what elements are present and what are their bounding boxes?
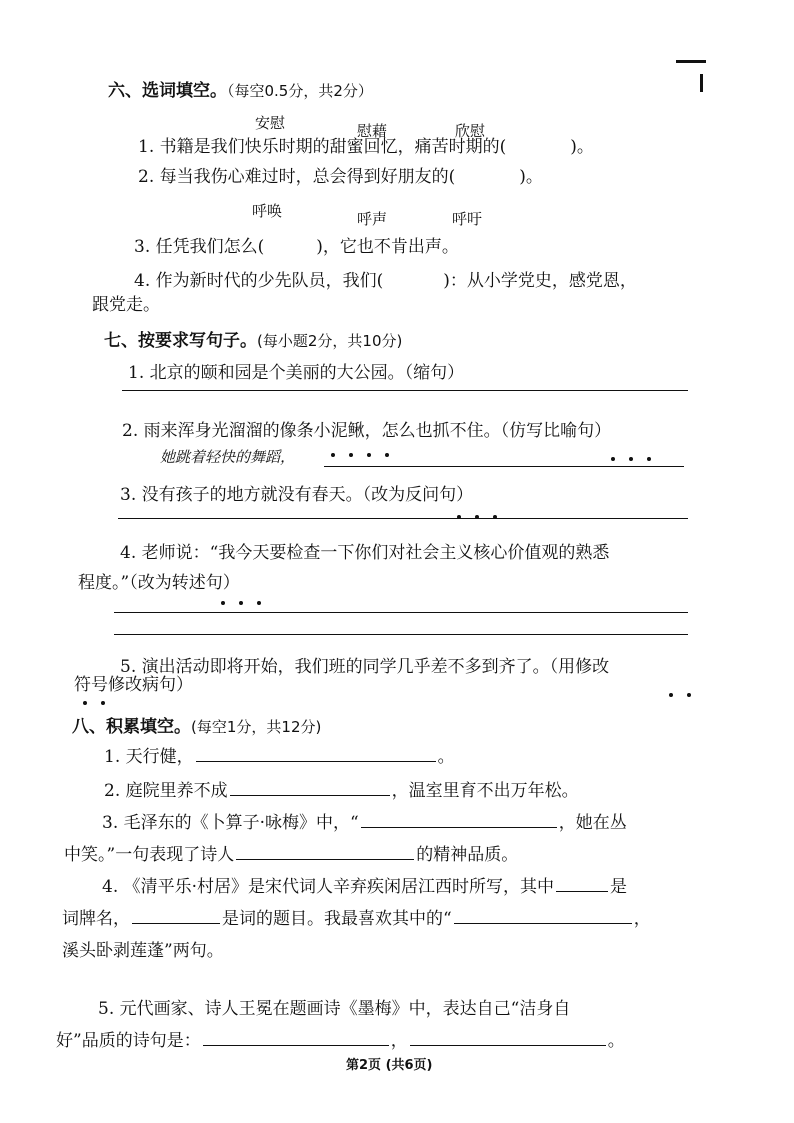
question: 2. 每当我伤心难过时，总会得到好朋友的( )。 [138,167,543,187]
word-choice: 呼声 [357,210,388,228]
question-continuation: 溪头卧剥莲蓬”两句。 [62,941,224,961]
answer-line[interactable] [114,634,688,635]
section-points: （每空0.5分，共2分） [227,82,373,100]
emphasis-dots [450,504,504,523]
question: 4. 作为新时代的少先队员，我们( )：从小学党史，感党恩， [134,271,637,291]
question: 1. 北京的颐和园是个美丽的大公园。（缩句） [128,363,465,383]
question: 4. 《清平乐·村居》是宋代词人辛弃疾闲居江西时所写，其中 是 [102,872,627,897]
section-points: (每小题2分，共10分) [257,332,403,350]
answer-line[interactable] [114,612,688,613]
question-continuation: 词牌名， 是词的题目。我最喜欢其中的“ ， [62,904,651,929]
question: 2. 庭院里养不成 ，温室里育不出万年松。 [104,776,579,801]
page-number: 第2页 (共6页) [346,1058,433,1073]
answer-blank[interactable] [132,906,220,924]
word-choice: 呼吁 [452,210,483,228]
question: 3. 毛泽东的《卜算子·咏梅》中，“ ，她在丛 [102,808,627,833]
section-points: (每空1分，共12分) [191,718,322,736]
example-sentence: 她跳着轻快的舞蹈， [160,448,296,466]
scan-edge-mark [676,60,706,63]
question-continuation: 好”品质的诗句是： ， 。 [56,1026,625,1051]
question-continuation: 跟党走。 [92,295,160,315]
answer-line[interactable] [118,518,688,519]
answer-blank[interactable] [556,874,608,892]
section-7-heading [104,326,402,351]
emphasis-dots [604,446,658,465]
word-choice: 呼唤 [252,202,283,220]
emphasis-dots [214,590,268,609]
answer-blank[interactable] [230,778,390,796]
section-8-heading [72,712,321,737]
word-choice: 安慰 [255,114,286,132]
question: 2. 雨来浑身光溜溜的像条小泥鳅，怎么也抓不住。（仿写比喻句） [122,421,612,441]
question-continuation: 中笑。”一句表现了诗人 的精神品质。 [64,840,518,865]
section-title: 八、积累填空。 [72,717,191,737]
answer-blank[interactable] [361,810,557,828]
answer-blank[interactable] [454,906,632,924]
answer-blank[interactable] [410,1028,606,1046]
answer-line[interactable] [324,466,684,467]
word-choice: 欣慰 [455,122,486,140]
emphasis-dots [662,682,698,701]
emphasis-dots [76,690,112,709]
scan-edge-mark [700,74,703,92]
answer-line[interactable] [122,390,688,391]
question: 1. 天行健， 。 [104,742,455,767]
question-continuation: 程度。”（改为转述句） [78,573,240,593]
question: 1. 书籍是我们快乐时期的甜蜜回忆，痛苦时期的( )。 [138,137,594,157]
section-6-heading [108,76,373,101]
section-title: 七、按要求写句子。 [104,331,257,351]
question: 3. 没有孩子的地方就没有春天。（改为反问句） [120,485,474,505]
question-continuation: 符号修改病句） [74,675,193,695]
question: 5. 元代画家、诗人王冕在题画诗《墨梅》中，表达自己“洁身自 [98,999,571,1019]
answer-blank[interactable] [196,744,436,762]
question: 5. 演出活动即将开始，我们班的同学几乎差不多到齐了。（用修改 [120,657,610,677]
word-choice: 慰藉 [357,122,388,140]
answer-blank[interactable] [236,842,414,860]
question: 4. 老师说：“我今天要检查一下你们对社会主义核心价值观的熟悉 [120,543,610,563]
answer-blank[interactable] [203,1028,389,1046]
emphasis-dots [324,442,396,461]
question: 3. 任凭我们怎么( )，它也不肯出声。 [134,237,459,257]
section-title: 六、选词填空。 [108,81,227,101]
